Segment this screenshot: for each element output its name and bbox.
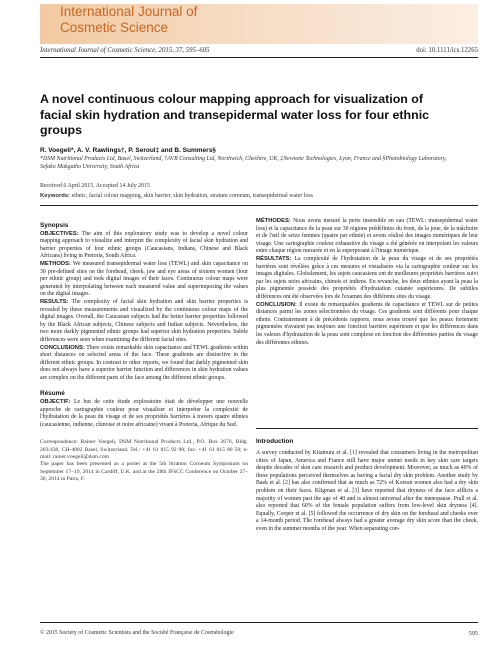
resume-conclusion xyxy=(256,302,478,348)
resultats-text: La complexité de l'hydratation de la peau du visage et de ses propriétés barrières sont révélées grâce à ces mesures et visualisées via la cartographie couleur sur les images digitales. Globalement, les sujets caucasiens ont de meilleures propriétés barrières suivi par les sujets noirs africains, chinois et indiens. En revanche, les deux ethnies ayant la peau la plus pigmentée possède des propriétés d'hydratation cutanée supérieures. De subtiles différences ont été observées lors de l'examen des différents sites du visage. xyxy=(256,255,478,300)
introduction-heading: Introduction xyxy=(256,438,294,445)
journal-name-line1: International Journal of xyxy=(60,4,198,19)
methods-text: We measured transepidermal water loss (TEWL) and skin capacitance on 30 pre-defined sites on the forehead, cheek, jaw and eye areas of sixteen women (four per ethnic group) and took digital images of their faces. Continuous colour maps were generated by interpolating between each measured value and superimposing the values on the digital images. xyxy=(40,260,248,298)
intro-rule xyxy=(256,428,478,429)
affiliations: *DSM Nutritional Products Ltd, Basel, Switzerland, †AVR Consulting Ltd, Northwich, Cheshire, UK, ‡Newtone Technologies, Lyon, France and §Photobiology Laboratory, Sefako Makgatho University, South Africa xyxy=(40,156,447,170)
presentation-note: The paper has been presented as a poster at the 5th Stratum Corneum Symposium on September 17–19, 2014 in Cardiff, U.K. and at the 28th IFSCC Conference on October 27–30, 2014 in Paris, F. xyxy=(40,461,248,482)
page-number: 595 xyxy=(468,630,478,637)
journal-name-line2: Cosmetic Science xyxy=(60,20,169,35)
abstract-right-column xyxy=(256,218,478,347)
abstract-left-column xyxy=(40,222,248,483)
author-list: R. Voegeli*, A. V. Rawlings†, P. Seroul‡ and B. Summers§ xyxy=(40,147,216,154)
title-line-2: facial skin hydration and transepidermal water loss for four ethnic xyxy=(40,107,430,122)
synopsis-conclusions xyxy=(40,345,248,383)
doi-link[interactable]: doi: 10.1111/ics.12265 xyxy=(416,47,478,54)
objectif-label: OBJECTIF: xyxy=(40,399,71,406)
resume-heading: Résumé xyxy=(40,390,65,398)
objectif-text: Le but de cette étude exploratoire était de développer une nouvelle approche de cartographie couleur pour visualiser et interpréter la complexité de l'hydratation de la peau du visage et de ses propriétés barrières à travers quatre ethnies (caucasienne, indienne, chinoise et noire africaine) vivant à Pretoria, Afrique du Sud. xyxy=(40,399,249,428)
keywords xyxy=(40,193,313,199)
correspondence xyxy=(40,439,248,483)
methodes-label: MÉTHODES: xyxy=(256,218,291,224)
section-gap xyxy=(40,382,248,390)
resume-resultats xyxy=(256,256,478,302)
resume-methodes xyxy=(256,218,478,256)
results-label: RESULTS: xyxy=(40,298,69,305)
keywords-label: Keywords: xyxy=(40,193,71,199)
conclusion-text: Il existe de remarquables gradients de capacitance et TEWL sur de petites distances parmi les zones sélectionnées du visage. Ces gradients sont différents pour chaque ethnie. Contrairement à de précédents rapports, nous avons trouvé que les peaux fortement pigmentées n'avaient pas toujours une fonction barrière supérieure et que les différences dans les valeurs d'hydratation de la peau sont complexe en fonction des différentes parties du visage des différentes ethnies. xyxy=(256,301,479,346)
methodes-text: Nous avons mesuré la perte insensible en eau (TEWL: transepidermal water loss) et la capacitance de la peau sur 30 régions prédéfinies du front, de la joue, de la mâchoire et de l'œil de seize femmes (quatre par ethnie) et avons réalisé des images numériques de leur visage. Une cartographie couleur exhaustive du visage a été générée en interpolant les valeurs entre chaque région mesurée et en la superposant à l'image numérique. xyxy=(256,218,479,255)
conclusions-text: There exists remarkable skin capacitance and TEWL gradients within short distances on selected areas of the face. These gradients are distinctive in the different ethnic groups. In contrast to other reports, we found that darkly pigmented skin does not always have a superior barrier function and differences in skin hydration values are complex on the different parts of the face among the different ethnic groups. xyxy=(40,344,248,381)
synopsis-objectives xyxy=(40,231,248,261)
title-line-3: groups xyxy=(40,123,82,137)
conclusions-label: CONCLUSIONS: xyxy=(40,344,85,351)
keywords-text: ethnic, facial colour mapping, skin barrier, skin hydration, stratum corneum, transepidermal water loss xyxy=(71,193,313,199)
journal-citation: International Journal of Cosmetic Science, 2015, 37, 595–605 xyxy=(40,47,210,54)
synopsis-results xyxy=(40,299,248,345)
correspondence-address: Correspondence: Rainer Voegeli, DSM Nutritional Products Ltd., P.O. Box 2676, Bldg. 203/436, CH-4002 Basel, Switzerland. Tel.: +41 61 815 92 98; fax: +41 61 815 80 50; e-mail: rainer.voegeli@dsm.com xyxy=(40,439,248,461)
article-title xyxy=(40,92,460,139)
copyright-notice: © 2015 Society of Cosmetic Scientists and the Société Française de Cosmétologie xyxy=(40,630,234,636)
objectives-label: OBJECTIVES: xyxy=(40,230,79,237)
introduction-text: A survey conducted by Kitamura et al. [1] revealed that consumers living in the metropolitan cities of Japan, America and France still have major unmet needs in key skin care targets despite decades of skin care research and product development. Moreover, as much as 40% of these populations perceived themselves as having a facial dry skin problem. Another study by Baek et al. [2] has also confirmed that as much as 72% of Korean women also had a dry skin problem on their faces. Kligman et al. [3] have reported that dryness of the face afflicts a majority of women past the age of 40 and is almost universal after the menopause. Prall et al. also reported that 60% of the female population suffers from low-level skin dryness [4]. Equally, Cooper et al. [5] followed the occurrence of dry skin on the forehead and cheeks over a 14-month period. The forehead always had a greater average dry skin score than the cheek, even in the summer months of the year. When separating con- xyxy=(256,450,478,532)
synopsis-methods xyxy=(40,261,248,299)
synopsis-heading: Synopsis xyxy=(40,222,69,229)
objectives-text: The aim of this exploratory study was to develop a novel colour mapping approach to visualize and interpret the complexity of facial skin hydration and barrier properties of four ethnic groups (Caucasians, Indians, Chinese and Black Africans) living in Pretoria, South Africa. xyxy=(40,230,248,260)
header-rule xyxy=(40,57,478,58)
abstract-top-rule xyxy=(40,205,478,206)
conclusion-label: CONCLUSION: xyxy=(256,301,297,308)
title-line-1: A novel continuous colour mapping approach for visualization of xyxy=(40,92,423,106)
results-text: The complexity of facial skin hydration and skin barrier properties is revealed by these measurements and visualized by the continuous colour maps of the digital images. Overall, the Caucasian subjects had the better barrier properties followed by the Black African subjects, Chinese subjects and Indian subjects. Nevertheless, the two more darkly pigmented ethnic groups had superior skin hydration properties. Subtle differences were seen when examining the different facial sites. xyxy=(40,298,248,343)
footer-rule xyxy=(40,622,478,623)
introduction-body xyxy=(256,450,478,534)
methods-label: METHODS: xyxy=(40,260,71,267)
resultats-label: RÉSULTATS: xyxy=(256,255,292,262)
received-dates: Received 6 April 2015, Accepted 14 July 2015 xyxy=(40,183,150,189)
resume-objectif xyxy=(40,399,248,429)
